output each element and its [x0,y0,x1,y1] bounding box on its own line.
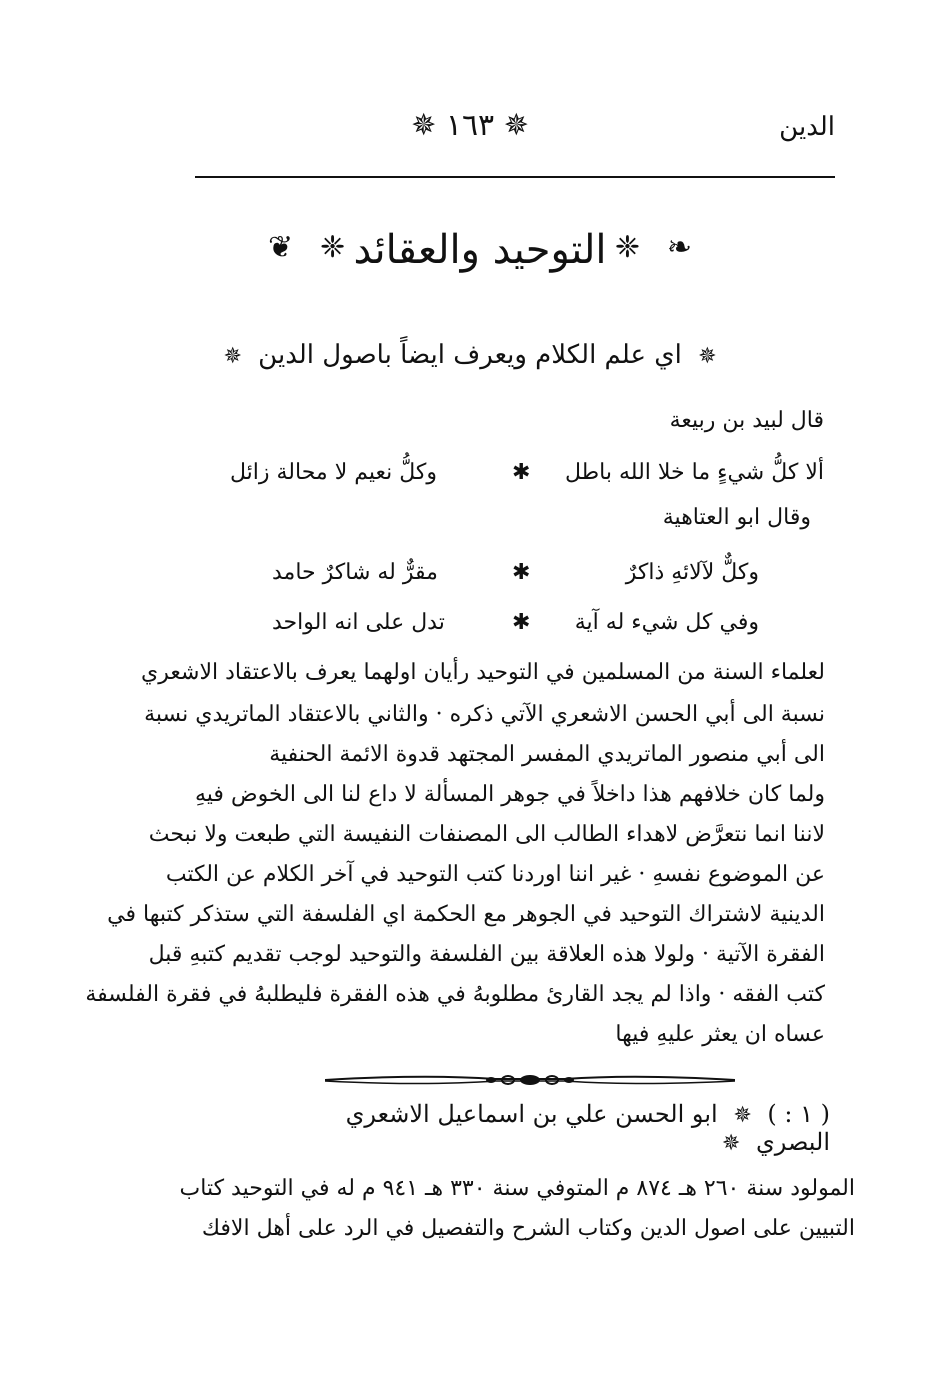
verse-2-second: مقرٌّ له شاكرٌ حامد [272,560,438,585]
subtitle-text: اي علم الكلام ويعرف ايضاً باصول الدين [258,340,682,370]
star-separator-icon: ✱ [512,560,531,585]
header-rule [195,176,835,178]
verse-intro-2: وقال ابو العتاهية [662,505,811,530]
page-number: ١٦٣ [445,108,495,143]
chapter-subtitle [200,340,740,370]
floral-ornament-icon: ❧ [666,230,692,265]
verse-3-first: وفي كل شيء له آية [574,610,759,635]
paragraph-2-line: لاننا انما نتعرَّض لاهداء الطالب الى المصنفات النفيسة التي طبعت ولا نبحث [148,822,825,847]
running-head: الدين [779,112,835,142]
paragraph-2-line: الفقرة الآتية · ولولا هذه العلاقة بين الفلسفة والتوحيد لوجب تقديم كتبهِ قبل [148,942,825,967]
footer-line: التبيين على اصول الدين وكتاب الشرح والتفصيل في الرد على أهل الافك [201,1216,855,1241]
paragraph-2-line: عن الموضوع نفسهِ · غير اننا اوردنا كتب التوحيد في آخر الكلام عن الكتب [165,862,825,887]
page-number-block [400,108,540,143]
floral-ornament-icon: ❈ [320,230,346,265]
verse-intro-1: قال لبيد بن ربيعة [669,408,824,433]
paragraph-2-line: الدينية لاشتراك التوحيد في الجوهر مع الحكمة اي الفلسفة التي ستذكر كتبها في [107,902,825,927]
paragraph-1-line: لعلماء السنة من المسلمين في التوحيد رأيان اولهما يعرف بالاعتقاد الاشعري [141,660,825,685]
paragraph-2-line: ولما كان خلافهم هذا داخلاً في جوهر المسألة لا داع لنا الى الخوض فيهِ [195,782,825,807]
star-ornament-icon: ✵ [733,1103,752,1128]
page-header [195,108,835,158]
star-separator-icon: ✱ [512,610,531,635]
verse-3-second: تدل على انه الواحد [272,610,445,635]
star-separator-icon: ✱ [512,460,531,485]
star-ornament-icon: ✵ [223,344,242,369]
paragraph-1-line: نسبة الى أبي الحسن الاشعري الآتي ذكره · والثاني بالاعتقاد الماتريدي نسبة [144,702,825,727]
paragraph-2-line: كتب الفقه · واذا لم يجد القارئ مطلوبهُ في هذه الفقرة فليطلبهُ في فقرة الفلسفة [85,982,825,1007]
section-heading [270,1100,830,1156]
paragraph-2-line: عساه ان يعثر عليهِ فيها [615,1022,825,1047]
verse-1-second: وكلُّ نعيم لا محالة زائل [230,460,438,485]
star-ornament-icon: ✵ [503,108,529,143]
star-ornament-icon: ✵ [698,344,717,369]
chapter-title: التوحيد والعقائد [353,227,607,273]
floral-ornament-icon: ❈ [614,230,640,265]
star-ornament-icon: ✵ [721,1131,741,1156]
section-number: ( ١ : ) [767,1100,830,1128]
star-ornament-icon: ✵ [411,108,437,143]
section-heading-text: ابو الحسن علي بن اسماعيل الاشعري البصري [345,1100,830,1156]
paragraph-1-line: الى أبي منصور الماتريدي المفسر المجتهد قدوة الائمة الحنفية [269,742,825,767]
verse-1-first: ألا كلُّ شيءٍ ما خلا الله باطل [565,460,824,485]
footer-line: المولود سنة ٢٦٠ هـ ٨٧٤ م المتوفي سنة ٣٣٠ هـ ٩٤١ م له في التوحيد كتاب [179,1176,855,1201]
decorative-rule [325,1070,735,1090]
floral-ornament-icon: ❦ [268,230,294,265]
verse-2-first: وكلٌّ لآلائهِ ذاكرٌ [625,560,759,585]
chapter-title-block [250,210,710,290]
